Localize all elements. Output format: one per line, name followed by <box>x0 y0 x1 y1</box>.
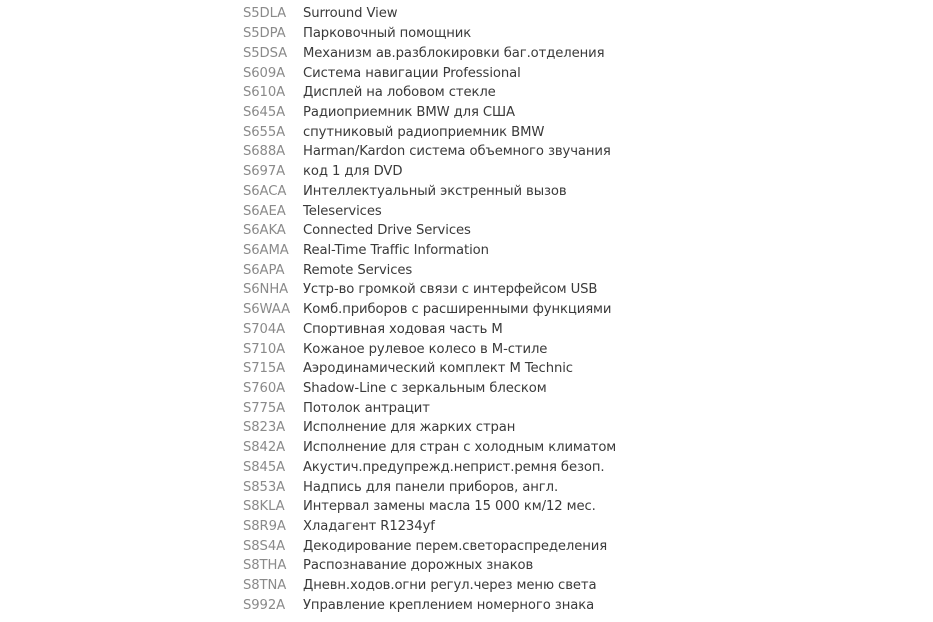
option-description: Комб.приборов с расширенными функциями <box>303 302 612 318</box>
option-description: Механизм ав.разблокировки баг.отделения <box>303 45 605 61</box>
list-item <box>243 4 616 24</box>
option-code: S853A <box>243 479 286 495</box>
list-item <box>243 536 616 556</box>
option-code: S715A <box>243 361 286 377</box>
option-code: S845A <box>243 459 286 475</box>
list-item <box>243 300 616 320</box>
option-code: S842A <box>243 440 286 456</box>
list-item <box>243 596 616 616</box>
option-description: Спортивная ходовая часть М <box>303 321 503 337</box>
option-description: Интеллектуальный экстренный вызов <box>303 183 567 199</box>
option-description: Устр-во громкой связи с интерфейсом USB <box>303 282 598 298</box>
option-description: Интервал замены масла 15 000 км/12 мес. <box>303 499 596 515</box>
option-description: Управление креплением номерного знака <box>303 597 595 613</box>
list-item <box>243 398 616 418</box>
option-description: Teleservices <box>303 203 382 219</box>
option-description: Надпись для панели приборов, англ. <box>303 479 559 495</box>
option-description: Connected Drive Services <box>303 223 471 239</box>
option-description: спутниковый радиоприемник BMW <box>303 124 545 140</box>
list-item <box>243 63 616 83</box>
option-description: Акустич.предупрежд.неприст.ремня безоп. <box>303 459 605 475</box>
option-code: S6WAA <box>243 302 290 318</box>
option-description: Хладагент R1234yf <box>303 519 435 535</box>
option-code: S8S4A <box>243 538 286 554</box>
option-code: S704A <box>243 321 286 337</box>
option-code: S6NHA <box>243 282 289 298</box>
option-description: Исполнение для стран с холодным климатом <box>303 440 617 456</box>
list-item <box>243 241 616 261</box>
list-item <box>243 359 616 379</box>
option-code: S6APA <box>243 262 285 278</box>
option-code: S775A <box>243 400 286 416</box>
list-item <box>243 43 616 63</box>
option-description: Дисплей на лобовом стекле <box>303 85 496 101</box>
option-code: S6AKA <box>243 223 286 239</box>
option-description: Распознавание дорожных знаков <box>303 558 534 574</box>
list-item <box>243 142 616 162</box>
option-code: S992A <box>243 597 286 613</box>
option-code: S760A <box>243 381 286 397</box>
list-item <box>243 458 616 478</box>
option-description: Парковочный помощник <box>303 26 472 42</box>
option-description: Система навигации Professional <box>303 65 521 81</box>
option-description: Потолок антрацит <box>303 400 430 416</box>
list-item <box>243 221 616 241</box>
option-code: S5DSA <box>243 45 288 61</box>
option-description: Радиоприемник BMW для США <box>303 104 515 120</box>
list-item <box>243 280 616 300</box>
list-item <box>243 162 616 182</box>
option-code: S710A <box>243 341 286 357</box>
option-description: Кожаное рулевое колесо в М-стиле <box>303 341 548 357</box>
list-item <box>243 24 616 44</box>
option-code: S655A <box>243 124 286 140</box>
option-code: S8TNA <box>243 578 287 594</box>
list-item <box>243 339 616 359</box>
option-description: Исполнение для жарких стран <box>303 420 516 436</box>
option-code: S645A <box>243 104 286 120</box>
option-description: Remote Services <box>303 262 413 278</box>
list-item <box>243 438 616 458</box>
option-code: S823A <box>243 420 286 436</box>
option-code: S609A <box>243 65 286 81</box>
list-item <box>243 260 616 280</box>
option-code: S8KLA <box>243 499 285 515</box>
option-code: S697A <box>243 164 286 180</box>
option-code: S8R9A <box>243 519 286 535</box>
list-item <box>243 556 616 576</box>
option-description: Surround View <box>303 6 398 22</box>
option-description: Real-Time Traffic Information <box>303 242 489 258</box>
option-description: Дневн.ходов.огни регул.через меню света <box>303 578 597 594</box>
list-item <box>243 320 616 340</box>
list-item <box>243 576 616 596</box>
option-description: код 1 для DVD <box>303 164 403 180</box>
option-code: S8THA <box>243 558 287 574</box>
list-item <box>243 517 616 537</box>
option-code: S610A <box>243 85 286 101</box>
option-description: Harman/Kardon система объемного звучания <box>303 144 611 160</box>
option-code: S6AMA <box>243 242 289 258</box>
list-item <box>243 181 616 201</box>
option-description: Shadow-Line с зеркальным блеском <box>303 381 547 397</box>
option-code: S5DPA <box>243 26 286 42</box>
option-code: S6AEA <box>243 203 286 219</box>
option-code: S688A <box>243 144 286 160</box>
list-item <box>243 201 616 221</box>
option-code: S6ACA <box>243 183 287 199</box>
list-item <box>243 122 616 142</box>
list-item <box>243 497 616 517</box>
option-description: Аэродинамический комплект M Technic <box>303 361 573 377</box>
list-item <box>243 379 616 399</box>
list-item <box>243 83 616 103</box>
options-list <box>243 4 616 615</box>
list-item <box>243 477 616 497</box>
option-code: S5DLA <box>243 6 287 22</box>
list-item <box>243 418 616 438</box>
list-item <box>243 103 616 123</box>
option-description: Декодирование перем.светораспределения <box>303 538 608 554</box>
